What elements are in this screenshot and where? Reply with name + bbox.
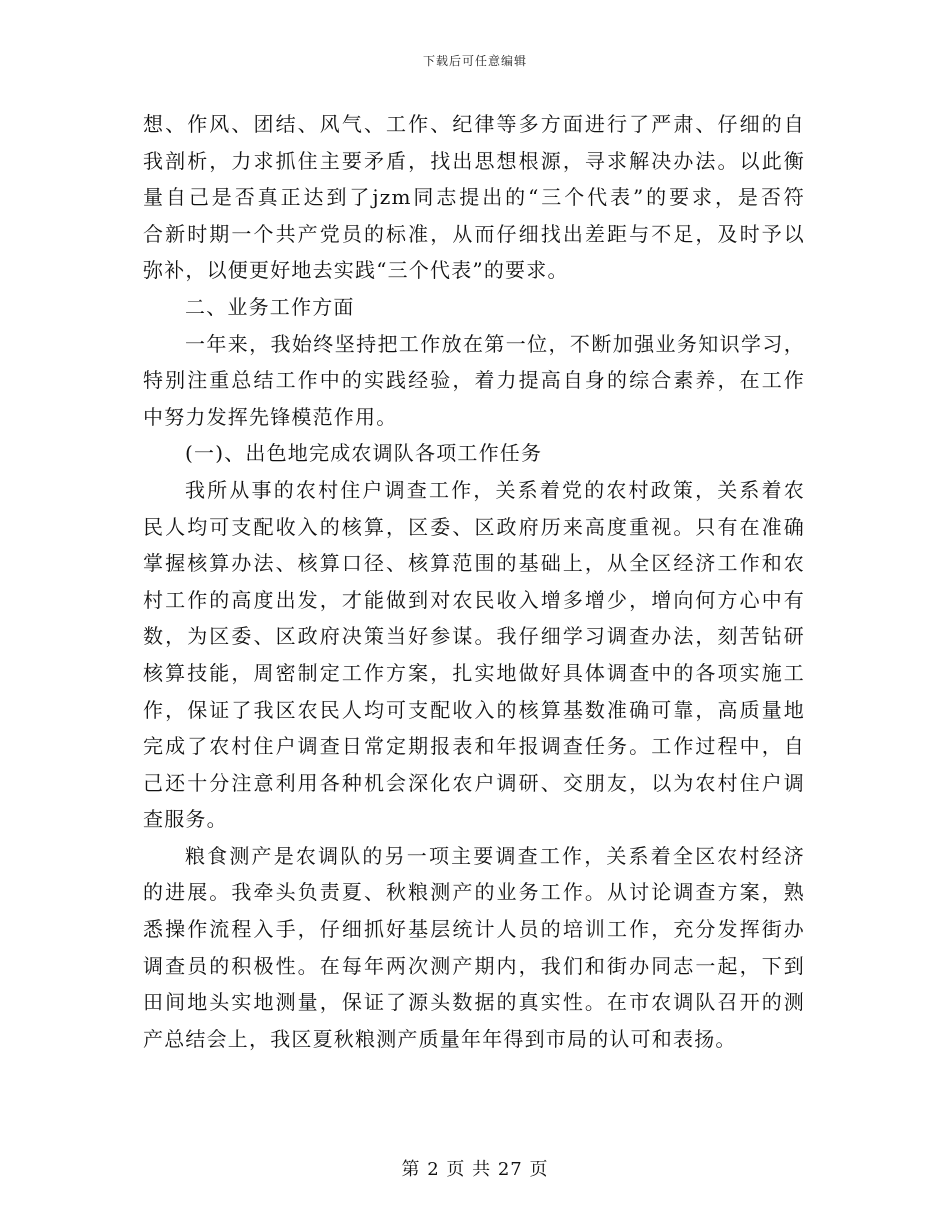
body-text — [143, 106, 805, 1057]
text-line: 完成了农村住户调查日常定期报表和年报调查任务。工作过程中，自 — [143, 734, 805, 759]
text-line: 数，为区委、区政府决策当好参谋。我仔细学习调查办法，刻苦钻研 — [143, 624, 805, 649]
page-number: 第 2 页 共 27 页 — [401, 1159, 549, 1180]
text-line: 我所从事的农村住户调查工作，关系着党的农村政策，关系着农 — [185, 477, 805, 502]
text-line: 核算技能，周密制定工作方案，扎实地做好具体调查中的各项实施工 — [143, 660, 805, 685]
text-line: 量自己是否真正达到了jzm同志提出的“三个代表”的要求，是否符 — [143, 185, 805, 210]
subsection-heading: (一)、出色地完成农调队各项工作任务 — [185, 441, 543, 466]
text-line: 村工作的高度出发，才能做到对农民收入增多增少，增向何方心中有 — [143, 587, 805, 612]
text-line: 作，保证了我区农民人均可支配收入的核算基数准确可靠，高质量地 — [143, 697, 805, 722]
text-line: 己还十分注意利用各种机会深化农户调研、交朋友，以为农村住户调 — [143, 770, 805, 795]
text-line: 粮食测产是农调队的另一项主要调查工作，关系着全区农村经济 — [185, 843, 805, 868]
text-line: 调查员的积极性。在每年两次测产期内，我们和街办同志一起，下到 — [143, 953, 805, 978]
section-heading: 二、业务工作方面 — [185, 294, 355, 319]
text-line: 中努力发挥先锋模范作用。 — [143, 404, 398, 429]
text-line: 掌握核算办法、核算口径、核算范围的基础上，从全区经济工作和农 — [143, 551, 805, 576]
text-line: 悉操作流程入手，仔细抓好基层统计人员的培训工作，充分发挥街办 — [143, 917, 805, 942]
text-line: 民人均可支配收入的核算，区委、区政府历来高度重视。只有在准确 — [143, 514, 805, 539]
text-line: 弥补，以便更好地去实践“三个代表”的要求。 — [143, 258, 569, 283]
text-line: 特别注重总结工作中的实践经验，着力提高自身的综合素养，在工作 — [143, 368, 805, 393]
text-line: 合新时期一个共产党员的标准，从而仔细找出差距与不足，及时予以 — [143, 221, 805, 246]
text-line: 查服务。 — [143, 807, 228, 832]
text-line: 我剖析，力求抓住主要矛盾，找出思想根源，寻求解决办法。以此衡 — [143, 148, 805, 173]
text-line: 想、作风、团结、风气、工作、纪律等多方面进行了严肃、仔细的自 — [143, 112, 805, 136]
text-line: 产总结会上，我区夏秋粮测产质量年年得到市局的认可和表扬。 — [143, 1026, 737, 1051]
text-line: 的进展。我牵头负责夏、秋粮测产的业务工作。从讨论调查方案，熟 — [143, 880, 805, 905]
text-line: 田间地头实地测量，保证了源头数据的真实性。在市农调队召开的测 — [143, 990, 805, 1015]
text-line: 一年来，我始终坚持把工作放在第一位，不断加强业务知识学习， — [185, 331, 805, 356]
header-note: 下载后可任意编辑 — [422, 54, 527, 68]
